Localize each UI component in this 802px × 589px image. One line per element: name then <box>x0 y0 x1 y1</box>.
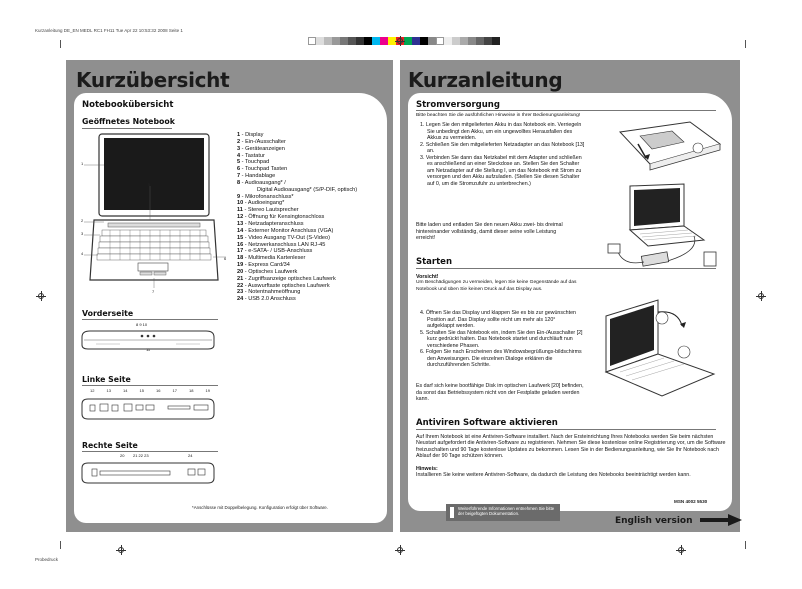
component-item: 18 - Multimedia Kartenleser <box>237 255 306 262</box>
left-panel-title: Kurzübersicht <box>76 68 230 92</box>
crop-mark <box>60 541 61 549</box>
start-note: Es darf sich keine bootfähige Disk im optischen Laufwerk [20] befinden, da sonst das Betriebssystem nicht von der Festplatte geladen werden kann. <box>416 383 584 403</box>
svg-text:4: 4 <box>81 251 84 256</box>
open-notebook-title: Geöffnetes Notebook <box>82 117 175 126</box>
left-side-callout: 13 <box>106 388 111 393</box>
info-icon <box>450 507 454 518</box>
antivirus-title: Antiviren Software aktivieren <box>416 418 558 428</box>
component-item: 17 - e-SATA- / USB-Anschluss <box>237 248 313 255</box>
left-side-callouts <box>90 388 210 393</box>
left-side-callout: 12 <box>90 388 95 393</box>
right-side-callout: 20 <box>120 453 125 458</box>
open-display-illustration <box>596 292 724 398</box>
power-step: 2. Schließen Sie den mitgelieferten Netzadapter an das Notebook [13] an. <box>420 141 585 155</box>
power-step: 1. Legen Sie den mitgelieferten Akku in das Notebook ein. Verriegeln Sie unbedingt den Akku, um ein ungewolltes Herausfallen des Akkus zu vermeiden. <box>420 122 582 142</box>
print-footer: Probedruck <box>35 557 59 562</box>
svg-text:2: 2 <box>81 218 84 223</box>
svg-text:6: 6 <box>224 256 227 261</box>
registration-mark-top <box>395 36 405 46</box>
component-item: 12 - Öffnung für Kensingtonschloss <box>237 214 325 221</box>
svg-text:3: 3 <box>81 231 84 236</box>
crop-mark <box>745 40 746 48</box>
hint-label: Hinweis: <box>416 466 438 472</box>
battery-insert-illustration <box>610 118 722 176</box>
power-adapter-illustration <box>604 182 724 282</box>
info-text: Weiterführende Informationen entnehmen Sie bitte der beigefügten Dokumentation. <box>458 506 555 517</box>
svg-text:5: 5 <box>148 182 151 187</box>
front-side-title: Vorderseite <box>82 309 134 318</box>
english-version-link[interactable]: English version <box>615 516 693 526</box>
start-steps-list <box>420 310 584 369</box>
start-step: 5. Schalten Sie das Notebook ein, indem Sie den Ein-/Ausschalter [2] kurz gedrückt halten. Das Notebook startet und durchläuft nun verschiedene Phasen. <box>420 329 583 349</box>
divider <box>416 268 716 269</box>
power-steps-list <box>420 122 586 187</box>
caution-label: Vorsicht! <box>416 274 439 280</box>
component-item: 5 - Touchpad <box>237 159 270 166</box>
divider <box>82 451 218 452</box>
divider <box>82 128 172 129</box>
right-panel-title: Kurzanleitung <box>408 68 563 92</box>
crop-mark <box>60 40 61 48</box>
front-bottom-callout: 11 <box>146 347 151 352</box>
power-note: Bitte laden und entladen Sie den neuen Akku zwei- bis dreimal hintereinander vollständig, damit dieser seine volle Leistung erreicht! <box>416 222 563 242</box>
component-item: 6 - Touchpad Tasten <box>237 166 288 173</box>
component-item: 13 - Netzadapteranschluss <box>237 220 304 227</box>
component-item: 15 - Video Ausgang TV-Out (S-Video) <box>237 234 330 241</box>
arrow-right-icon[interactable] <box>700 514 742 526</box>
start-title: Starten <box>416 257 452 267</box>
left-side-callout: 17 <box>172 388 177 393</box>
open-notebook-illustration <box>80 130 230 300</box>
left-side-callout: 19 <box>205 388 210 393</box>
registration-mark-right <box>756 291 766 301</box>
power-step: 3. Verbinden Sie dann das Netzkabel mit dem Adapter und schließen es anschließend an einer Steckdose an. Stellen Sie den Schalter am Netzadapter auf die Stellung I, um das Notebook mit Strom zu versorgen und den Akku aufzuladen. (Stellen Sie diesen Schalter auf 0, um die Stromzufuhr zu unterbrechen.) <box>420 154 582 187</box>
left-side-callout: 14 <box>123 388 128 393</box>
divider <box>82 319 218 320</box>
component-item: 1 - Display <box>237 132 264 138</box>
svg-text:1: 1 <box>81 161 84 166</box>
component-item: 2 - Ein-/Ausschalter <box>237 138 286 145</box>
divider <box>82 385 218 386</box>
component-item: 20 - Optisches Laufwerk <box>237 268 298 275</box>
component-item: 22 - Auswurftaste optisches Laufwerk <box>237 282 330 289</box>
component-item: 16 - Netzwerkanschluss LAN RJ-45 <box>237 241 326 248</box>
component-item: 7 - Handablage <box>237 173 276 180</box>
right-side-callout: 21 22 23 <box>133 453 149 458</box>
start-step: 4. Öffnen Sie das Display und klappen Sie es bis zur gewünschten Position auf. Das Display sollte nicht um mehr als 120° aufgeklappt werden. <box>420 310 576 330</box>
component-item: 10 - Audioeingang* <box>237 200 285 207</box>
crop-mark <box>745 541 746 549</box>
component-item: 23 - Notentnahmeöffnung <box>237 289 301 296</box>
left-side-title: Linke Seite <box>82 375 131 384</box>
registration-mark-bottom <box>395 545 405 555</box>
right-side-illustration <box>80 460 216 486</box>
notebook-overview-title: Notebookübersicht <box>82 100 174 110</box>
power-supply-title: Stromversorgung <box>416 100 500 110</box>
component-list <box>237 132 357 303</box>
print-header: Kurzanleitung DE_EN MEDL RC1 FH11 Tue Apr 22 10:53:32 2008 Seite 1 <box>35 28 183 33</box>
start-step: 6. Folgen Sie nach Erscheinen des Windowsbegrüßungs-bildschirms den Anweisungen. Die einzelnen Dialoge erklären die durchzuführenden Schritte. <box>420 349 582 369</box>
svg-text:7: 7 <box>152 289 155 294</box>
registration-mark-left <box>36 291 46 301</box>
footnote: *Anschlüsse mit Doppelbelegung. Konfiguration erfolgt über Software. <box>192 505 328 510</box>
divider <box>416 429 716 430</box>
left-side-callout: 16 <box>156 388 161 393</box>
antivirus-text: Auf Ihrem Notebook ist eine Antiviren-Software installiert. Nach der Ersteinrichtung Ihres Notebooks werden Sie beim nächsten Neustart aufgefordert die Antiviren-Software zu registrieren. Nehmen Sie diese kostenlose online Registrierung vor, um die Software freizuschalten und 90 Tage kostenlose Updates zu bekommen. Lesen Sie in der Bedienungsanleitung, wie Sie Ihr Notebook nach Ablauf der 90 Tage schützen können. <box>416 434 726 459</box>
component-item: 8 - Audioausgang* / <box>237 179 286 186</box>
component-item: 19 - Express Card/34 <box>237 262 290 269</box>
registration-mark-bottom-right <box>676 545 686 555</box>
right-side-callout: 24 <box>188 453 193 458</box>
power-intro: Bitte beachten Sie die ausführlichen Hinweise in Ihrer Bedienungsanleitung! <box>416 113 581 118</box>
component-item: 24 - USB 2.0 Anschluss <box>237 296 296 303</box>
component-item: 4 - Tastatur <box>237 152 265 159</box>
left-side-illustration <box>80 396 216 422</box>
left-side-callout: 18 <box>189 388 194 393</box>
right-side-title: Rechte Seite <box>82 441 138 450</box>
left-side-callout: 15 <box>139 388 144 393</box>
component-item: 11 - Stereo Lautsprecher <box>237 207 299 214</box>
hint-text: Installieren Sie keine weitere Antiviren-Software, da dadurch die Leistung des Notebooks beeinträchtigt werden kann. <box>416 472 691 478</box>
component-item: 14 - Externer Monitor Anschluss (VGA) <box>237 227 334 234</box>
front-callouts: 8 9 10 <box>136 322 148 327</box>
component-item: 21 - Zugriffsanzeige optisches Laufwerk <box>237 275 336 282</box>
msn-number: MSN 4002 5530 <box>674 499 708 504</box>
component-item: 9 - Mikrofonanschluss* <box>237 193 294 200</box>
component-item: Digital Audioausgang* (S/P-DIF, optisch) <box>257 186 358 193</box>
component-item: 3 - Geräteanzeigen <box>237 145 285 152</box>
registration-mark-bottom-left <box>116 545 126 555</box>
caution-text: Um Beschädigungen zu vermeiden, legen Sie keine Gegenstände auf das Notebook und üben Sie keinen Druck auf das Display aus. <box>416 280 577 292</box>
divider <box>416 110 716 111</box>
